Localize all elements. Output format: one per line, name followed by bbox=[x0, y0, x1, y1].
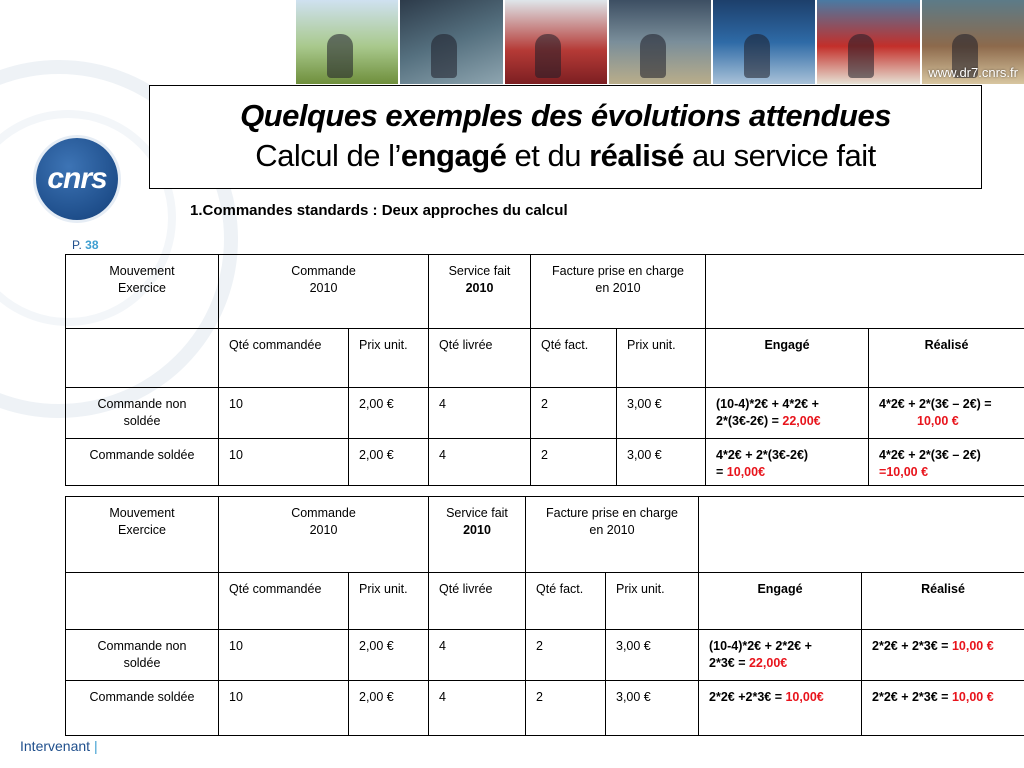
subheader-qte-fact: Qté fact. bbox=[531, 329, 617, 388]
subheader-qte-commandee: Qté commandée bbox=[219, 573, 349, 630]
table-row bbox=[66, 630, 1024, 681]
header-cell-facture: Facture prise en charge en 2010 bbox=[531, 255, 706, 329]
cell-qte-commandee: 10 bbox=[219, 439, 349, 486]
cell-prix-unit: 2,00 € bbox=[349, 439, 429, 486]
header-cell-service-fait: Service fait 2010 bbox=[429, 497, 526, 573]
header-cell-service-fait: Service fait 2010 bbox=[429, 255, 531, 329]
cell-realise: 4*2€ + 2*(3€ – 2€) = 10,00 € bbox=[869, 388, 1024, 439]
cell-qte-fact: 2 bbox=[526, 681, 606, 736]
subheader-cell-empty bbox=[66, 573, 219, 630]
cell-qte-livree: 4 bbox=[429, 630, 526, 681]
title-box bbox=[149, 85, 982, 189]
cell-qte-livree: 4 bbox=[429, 439, 531, 486]
cell-qte-commandee: 10 bbox=[219, 388, 349, 439]
cell-prix-unit: 3,00 € bbox=[617, 388, 706, 439]
table-header-row bbox=[66, 255, 1024, 329]
cell-engage: (10-4)*2€ + 2*2€ + 2*3€ = 22,00€ bbox=[699, 630, 862, 681]
subheader-prix-unit: Prix unit. bbox=[617, 329, 706, 388]
subheader-prix-unit: Prix unit. bbox=[349, 329, 429, 388]
banner-photo bbox=[400, 0, 504, 84]
calculation-table-2 bbox=[65, 496, 1024, 736]
header-cell-mouvement: Mouvement Exercice bbox=[66, 255, 219, 329]
cell-prix-unit: 2,00 € bbox=[349, 630, 429, 681]
row-label: Commande non soldée bbox=[66, 388, 219, 439]
banner-watermark: www.dr7.cnrs.fr bbox=[928, 65, 1018, 80]
subheader-engage: Engagé bbox=[699, 573, 862, 630]
cell-prix-unit: 2,00 € bbox=[349, 388, 429, 439]
logo-text: cnrs bbox=[47, 162, 107, 195]
banner-photo bbox=[922, 0, 1024, 84]
cell-qte-livree: 4 bbox=[429, 681, 526, 736]
calculation-table-1 bbox=[65, 254, 1024, 486]
cnrs-logo bbox=[36, 138, 118, 220]
section-subtitle: 1.Commandes standards : Deux approches du calcul bbox=[190, 202, 568, 219]
banner-photo bbox=[296, 0, 400, 84]
cell-qte-fact: 2 bbox=[531, 439, 617, 486]
subheader-prix-unit: Prix unit. bbox=[606, 573, 699, 630]
table-header-row bbox=[66, 497, 1024, 573]
cell-prix-unit: 3,00 € bbox=[606, 630, 699, 681]
row-label: Commande soldée bbox=[66, 681, 219, 736]
photo-banner bbox=[296, 0, 1024, 84]
cell-qte-livree: 4 bbox=[429, 388, 531, 439]
subheader-qte-fact: Qté fact. bbox=[526, 573, 606, 630]
cell-realise: 4*2€ + 2*(3€ – 2€) =10,00 € bbox=[869, 439, 1024, 486]
header-cell-empty bbox=[699, 497, 1024, 573]
cell-qte-commandee: 10 bbox=[219, 681, 349, 736]
title-line-2: Calcul de l’engagé et du réalisé au service fait bbox=[255, 138, 876, 173]
cell-qte-fact: 2 bbox=[526, 630, 606, 681]
banner-photo bbox=[713, 0, 817, 84]
footer-presenter: Intervenant | bbox=[20, 738, 98, 754]
subheader-qte-livree: Qté livrée bbox=[429, 573, 526, 630]
header-cell-empty bbox=[706, 255, 1024, 329]
banner-photo bbox=[817, 0, 921, 84]
cell-prix-unit: 3,00 € bbox=[617, 439, 706, 486]
table-row bbox=[66, 388, 1024, 439]
cell-realise: 2*2€ + 2*3€ = 10,00 € bbox=[862, 681, 1024, 736]
table-subheader-row bbox=[66, 329, 1024, 388]
header-cell-facture: Facture prise en charge en 2010 bbox=[526, 497, 699, 573]
subheader-engage: Engagé bbox=[706, 329, 869, 388]
table-subheader-row bbox=[66, 573, 1024, 630]
cell-qte-fact: 2 bbox=[531, 388, 617, 439]
subheader-qte-livree: Qté livrée bbox=[429, 329, 531, 388]
cell-engage: 2*2€ +2*3€ = 10,00€ bbox=[699, 681, 862, 736]
subheader-realise: Réalisé bbox=[869, 329, 1024, 388]
header-cell-mouvement: Mouvement Exercice bbox=[66, 497, 219, 573]
row-label: Commande non soldée bbox=[66, 630, 219, 681]
banner-photo bbox=[609, 0, 713, 84]
subheader-prix-unit: Prix unit. bbox=[349, 573, 429, 630]
page-number: P. 38 bbox=[72, 238, 99, 252]
row-label: Commande soldée bbox=[66, 439, 219, 486]
title-line-1: Quelques exemples des évolutions attendues bbox=[240, 98, 891, 133]
subheader-realise: Réalisé bbox=[862, 573, 1024, 630]
cell-engage: (10-4)*2€ + 4*2€ + 2*(3€-2€) = 22,00€ bbox=[706, 388, 869, 439]
subheader-cell-empty bbox=[66, 329, 219, 388]
table-row bbox=[66, 681, 1024, 736]
cell-engage: 4*2€ + 2*(3€-2€) = 10,00€ bbox=[706, 439, 869, 486]
header-cell-commande: Commande 2010 bbox=[219, 497, 429, 573]
header-cell-commande: Commande 2010 bbox=[219, 255, 429, 329]
table-row bbox=[66, 439, 1024, 486]
cell-prix-unit: 3,00 € bbox=[606, 681, 699, 736]
subheader-qte-commandee: Qté commandée bbox=[219, 329, 349, 388]
banner-photo bbox=[505, 0, 609, 84]
cell-realise: 2*2€ + 2*3€ = 10,00 € bbox=[862, 630, 1024, 681]
cell-prix-unit: 2,00 € bbox=[349, 681, 429, 736]
cell-qte-commandee: 10 bbox=[219, 630, 349, 681]
